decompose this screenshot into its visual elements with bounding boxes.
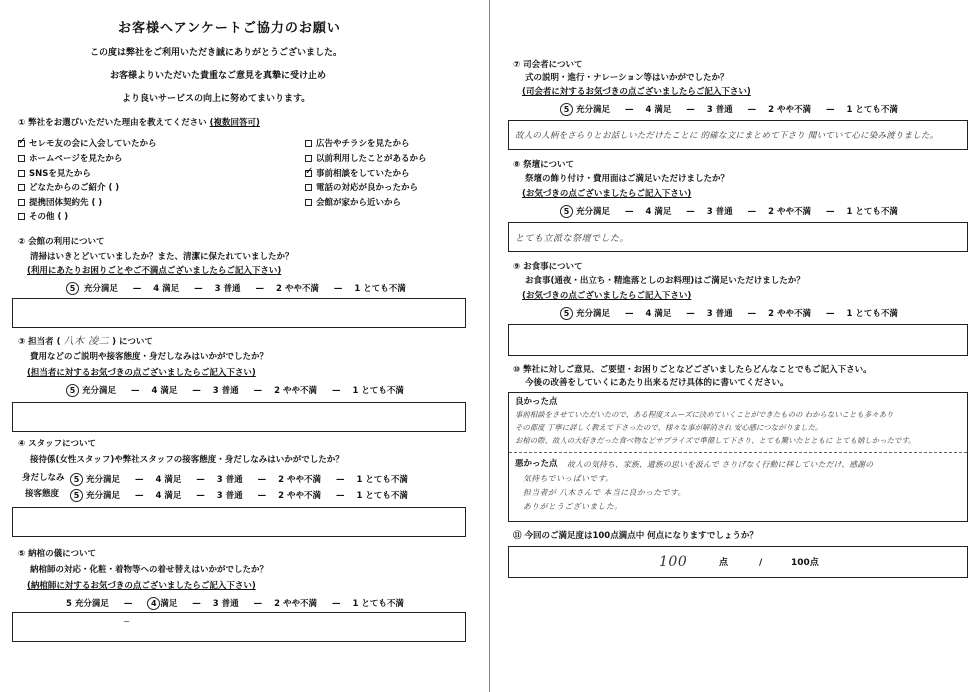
q8-comment-text: とても立派な祭壇でした。 — [515, 234, 630, 244]
q1-option-left-4[interactable]: 提携団体契約先 ( ) — [18, 198, 102, 209]
q2-comment-box[interactable] — [12, 298, 466, 328]
q10-good-label: 良かった点 — [515, 397, 558, 407]
q1-option-right-1[interactable]: 以前利用したことがあるから — [305, 154, 427, 165]
selected-rating-circle[interactable]: 4 — [147, 597, 160, 610]
q5-rating-scale[interactable]: 5 充分満足 — 4 満足 — 3 普通 — 2 やや不満 — 1 とても不満 — [66, 599, 404, 609]
q7-rating-scale[interactable]: 5 充分満足 — 4 満足 — 3 普通 — 2 やや不満 — 1 とても不満 — [560, 103, 898, 116]
q9-label: ⑨ お食事について — [513, 262, 583, 272]
q8-line1: 祭壇の飾り付け・費用面はご満足いただけましたか？ — [525, 174, 730, 184]
selected-rating-circle[interactable]: 5 — [66, 282, 79, 295]
q5-label: ⑤ 納棺の儀について — [18, 549, 96, 559]
q1-option-right-2[interactable]: ✓事前相談をしていたから — [305, 169, 410, 180]
selected-rating-circle[interactable]: 5 — [560, 205, 573, 218]
q1-option-left-5[interactable]: その他 ( ) — [18, 212, 68, 223]
q3-rating-scale[interactable]: 5 充分満足 — 4 満足 — 3 普通 — 2 やや不満 — 1 とても不満 — [66, 384, 404, 397]
q10-good-line-2: その都度 丁寧に詳しく教えて下さったので、様々な事が解消され 安心感につながりました。 — [515, 423, 823, 432]
q11-score-handwritten: 100 — [659, 554, 688, 570]
intro-line-2: お客様よりいただいた貴重なご意見を真摯に受け止め — [110, 71, 327, 81]
selected-rating-circle[interactable]: 5 — [560, 103, 573, 116]
q10-bad-line-1: 故人の気持ち、家族、遺族の思いを汲んで さりげなく行動に移していただけ、感謝の — [567, 460, 874, 469]
page-divider — [489, 0, 490, 692]
q8-line2: (お気づきの点ございましたらご記入下さい) — [522, 189, 692, 199]
q7-line2: (司会者に対するお気づきの点ございましたらご記入下さい) — [522, 87, 751, 97]
q4-label: ④ スタッフについて — [18, 439, 96, 449]
q9-line2: (お気づきの点ございましたらご記入下さい) — [522, 291, 692, 301]
q5-line1: 納棺師の対応・化粧・着物等への着せ替えはいかがでしたか？ — [30, 565, 269, 575]
q3-label: ③ 担当者 ( 八木 凌二 ) について — [18, 336, 153, 347]
q5-comment-box[interactable] — [12, 612, 466, 642]
q4-line1: 接待係(女性スタッフ)や弊社スタッフの接客態度・身だしなみはいかがでしたか？ — [30, 455, 344, 465]
q7-comment-text: 故人の人柄をさらりとお話しいただけたことに 的確な文にまとめて下さり 聞いていて心に染み渡りました。 — [515, 131, 939, 141]
checkbox[interactable] — [18, 170, 25, 177]
checkbox[interactable] — [18, 184, 25, 191]
q4-row2-scale[interactable]: 5 充分満足 — 4 満足 — 3 普通 — 2 やや不満 — 1 とても不満 — [70, 489, 408, 502]
checkbox-checked[interactable] — [18, 140, 25, 147]
selected-rating-circle[interactable]: 5 — [66, 384, 79, 397]
q5-line2: (納棺師に対するお気づきの点ございましたらご記入下さい) — [27, 581, 256, 591]
q2-line2: (利用にあたりお困りごとやご不満点ございましたらご記入下さい) — [27, 266, 282, 276]
checkbox[interactable] — [305, 184, 312, 191]
q10-divider — [509, 452, 967, 453]
q1-option-right-4[interactable]: 会館が家から近いから — [305, 198, 401, 209]
checkbox[interactable] — [305, 140, 312, 147]
selected-rating-circle[interactable]: 5 — [70, 489, 83, 502]
checkbox[interactable] — [18, 213, 25, 220]
q10-good-line-1: 事前相談をさせていただいたので、ある程度スムーズに決めていくことができたものの わからないことも多々あり — [515, 410, 894, 419]
checkbox[interactable] — [18, 155, 25, 162]
q2-label: ② 会館の利用について — [18, 237, 105, 247]
q11-label: ⑪ 今回のご満足度は100点満点中 何点になりますでしょうか？ — [513, 531, 758, 541]
q3-line1: 費用などのご説明や接客態度・身だしなみはいかがでしたか？ — [30, 352, 269, 362]
staff-name-handwritten: 八木 凌二 — [63, 336, 110, 347]
q4-row1-scale[interactable]: 5 充分満足 — 4 満足 — 3 普通 — 2 やや不満 — 1 とても不満 — [70, 473, 408, 486]
q9-rating-scale[interactable]: 5 充分満足 — 4 満足 — 3 普通 — 2 やや不満 — 1 とても不満 — [560, 307, 898, 320]
q10-label: ⑩ 弊社に対しご意見、ご要望・お困りごとなどございましたらどんなことでもご記入下さい。 — [513, 365, 872, 375]
q11-slash: / — [759, 558, 763, 568]
q1-option-left-2[interactable]: SNSを見たから — [18, 169, 91, 180]
q11-score-box[interactable] — [508, 546, 968, 578]
q9-comment-box[interactable] — [508, 324, 968, 356]
intro-line-1: この度は弊社をご利用いただき誠にありがとうございました。 — [90, 48, 343, 58]
q8-comment-box[interactable] — [508, 222, 968, 252]
checkbox[interactable] — [18, 199, 25, 206]
checkbox[interactable] — [305, 199, 312, 206]
q2-rating-scale[interactable]: 5 充分満足 — 4 満足 — 3 普通 — 2 やや不満 — 1 とても不満 — [66, 282, 406, 295]
checkbox[interactable] — [305, 155, 312, 162]
q1-option-left-1[interactable]: ホームページを見たから — [18, 154, 122, 165]
checkbox-checked[interactable] — [305, 170, 312, 177]
q5-handwritten-mark: ~ — [123, 617, 131, 627]
q1-option-right-3[interactable]: 電話の対応が良かったから — [305, 183, 418, 194]
q10-bad-label: 悪かった点 — [515, 459, 558, 469]
q10-bad-line-2: 気持ちでいっぱいです。 — [523, 474, 614, 483]
q4-comment-box[interactable] — [12, 507, 466, 537]
q1-option-left-0[interactable]: ✓セレモ友の会に入会していたから — [18, 139, 157, 150]
q8-rating-scale[interactable]: 5 充分満足 — 4 満足 — 3 普通 — 2 やや不満 — 1 とても不満 — [560, 205, 898, 218]
q1-option-left-3[interactable]: どなたからのご紹介 ( ) — [18, 183, 119, 194]
q10-bad-line-4: ありがとうございました。 — [523, 502, 623, 511]
q10-comment-box[interactable] — [508, 392, 968, 522]
selected-rating-circle[interactable]: 5 — [70, 473, 83, 486]
q7-comment-box[interactable] — [508, 120, 968, 150]
page-title: お客様へアンケートご協力のお願い — [118, 21, 341, 36]
q11-unit: 点 — [719, 558, 729, 568]
q4-row1-label: 身だしなみ — [22, 473, 65, 483]
q1-label: ① 弊社をお選びいただいた理由を教えてください (複数回答可) — [18, 118, 260, 128]
q7-line1: 式の説明・進行・ナレーション等はいかがでしたか？ — [525, 73, 729, 83]
q7-label: ⑦ 司会者について — [513, 60, 583, 70]
q1-option-right-0[interactable]: 広告やチラシを見たから — [305, 139, 410, 150]
q10-good-line-3: お棺の際、故人の大好きだった食べ物などサプライズで準備して下さり、とても驚いたとともに とても嬉しかったです。 — [515, 436, 916, 445]
q10-line1: 今後の改善をしていくにあたり出来るだけ具体的に書いてください。 — [525, 378, 789, 388]
q1-note: (複数回答可) — [209, 118, 260, 128]
q4-row2-label: 接客態度 — [25, 489, 60, 499]
q10-bad-line-3: 担当者が 八木さんで 本当に良かったです。 — [523, 488, 686, 497]
intro-line-3: より良いサービスの向上に努めてまいります。 — [122, 94, 311, 104]
q3-comment-box[interactable] — [12, 402, 466, 432]
q8-label: ⑧ 祭壇について — [513, 160, 574, 170]
q9-line1: お食事(通夜・出立ち・精進落としのお料理)はご満足いただけましたか？ — [525, 276, 805, 286]
q2-line1: 清掃はいきとどいていましたか？また、清潔に保たれていましたか？ — [30, 252, 294, 262]
q11-max: 100点 — [791, 558, 819, 568]
selected-rating-circle[interactable]: 5 — [560, 307, 573, 320]
q3-line2: (担当者に対するお気づきの点ございましたらご記入下さい) — [27, 368, 256, 378]
